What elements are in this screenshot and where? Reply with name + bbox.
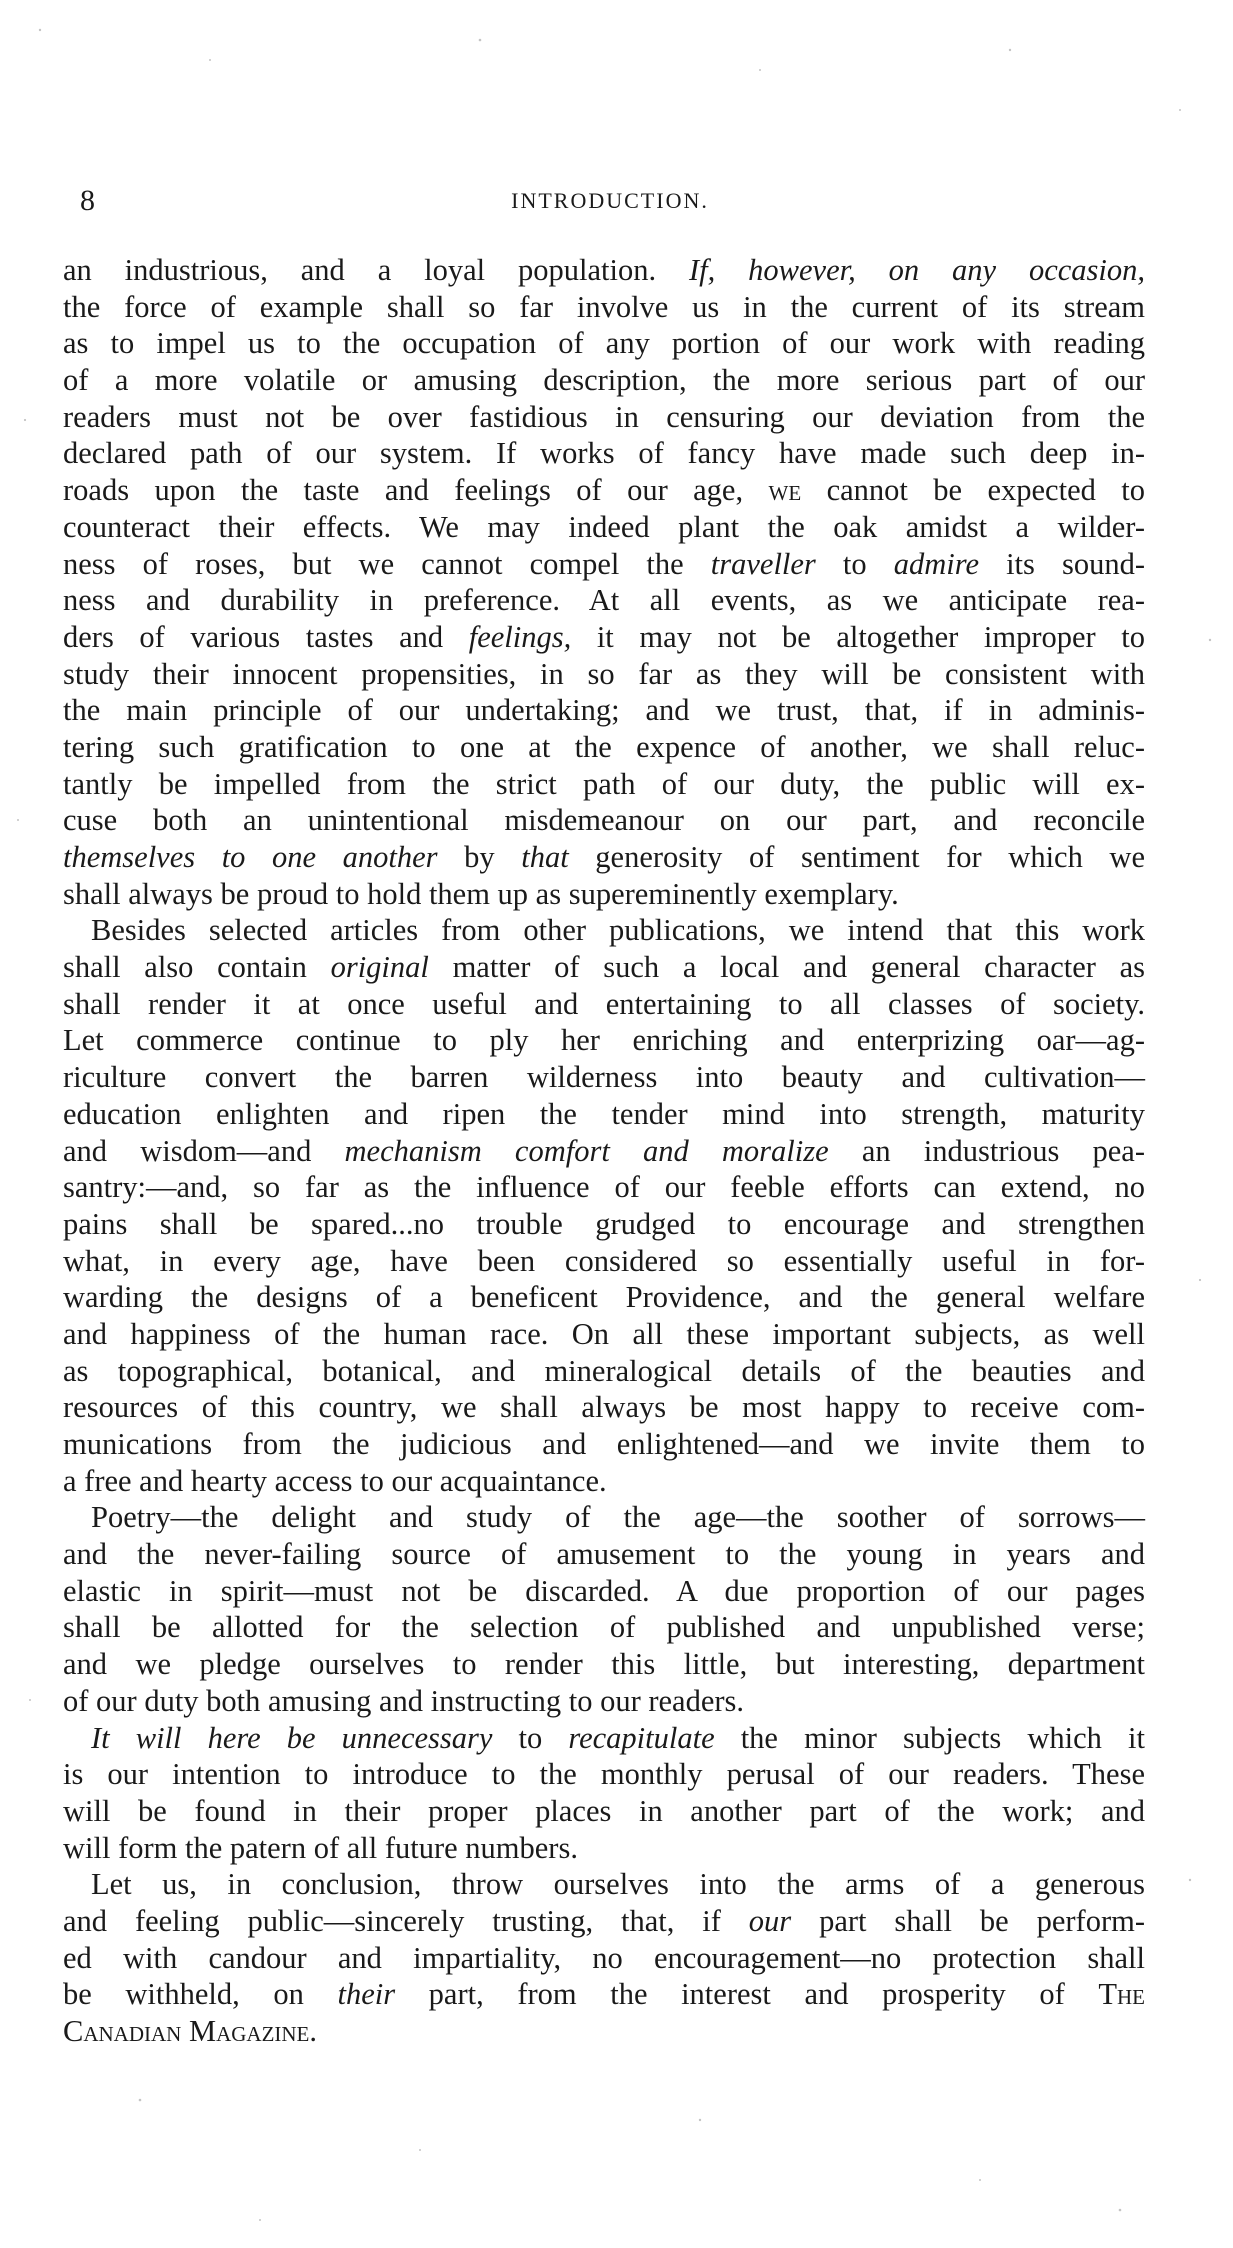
text-run: is our intention to introduce to the monthly perusal of our readers. These — [63, 1757, 1145, 1792]
text-line — [63, 1169, 1145, 1206]
text-run: its sound- — [978, 546, 1145, 581]
text-run: resources of this country, we shall always be most happy to receive com- — [63, 1390, 1145, 1425]
text-run: generosity of sentiment for which we — [568, 840, 1145, 874]
text-run: ders of various tastes and — [63, 619, 469, 654]
text-run: elastic in spirit—must not be discarded. A due proportion of our pages — [63, 1573, 1145, 1608]
italic-text: that — [521, 840, 569, 874]
italic-text: traveller — [710, 546, 816, 581]
text-line — [63, 1903, 1145, 1940]
text-run: of our duty both amusing and instructing to our readers. — [63, 1683, 745, 1718]
text-run: ness of roses, but we cannot compel the — [63, 546, 711, 581]
italic-text: feelings, — [468, 619, 572, 654]
text-line — [63, 472, 1145, 509]
text-line — [63, 876, 1145, 913]
text-line — [63, 1022, 1145, 1059]
text-run: pains shall be spared...no trouble grudged to encourage and strengthen — [63, 1206, 1145, 1241]
text-run: munications from the judicious and enlightened—and we invite them to — [63, 1427, 1145, 1461]
text-line — [63, 1426, 1145, 1463]
text-line — [63, 1573, 1145, 1610]
text-run: ness and durability in preference. At all events, as we anticipate rea- — [63, 583, 1145, 618]
text-run: will form the patern of all future numbers. — [63, 1830, 578, 1865]
text-line — [63, 582, 1145, 619]
text-run: part, from the interest and prosperity of — [395, 1977, 1099, 2012]
text-line — [63, 289, 1145, 326]
page-number: 8 — [80, 184, 95, 217]
text-run: the force of example shall so far involve us in the current of its stream — [63, 289, 1145, 324]
text-line — [63, 619, 1145, 656]
text-run: roads upon the taste and feelings of our age, — [63, 473, 769, 508]
text-line — [63, 949, 1145, 986]
text-line — [63, 1499, 1145, 1536]
text-run: of a more volatile or amusing description, the more serious part of our — [63, 363, 1145, 398]
text-run: and the never-failing source of amusement to the young in years and — [63, 1537, 1145, 1572]
text-line — [63, 986, 1145, 1023]
text-line — [63, 839, 1145, 876]
italic-text: mechanism comfort and moralize — [344, 1133, 829, 1168]
italic-text: admire — [893, 546, 979, 581]
italic-text: It will here be unnecessary — [91, 1720, 493, 1755]
text-run: the minor subjects which it — [714, 1720, 1145, 1755]
text-run: matter of such a local and general character as — [428, 950, 1145, 985]
text-run: an industrious, and a loyal population. — [63, 253, 690, 287]
italic-text: our — [748, 1903, 792, 1938]
text-run: warding the designs of a beneficent Providence, and the general welfare — [63, 1280, 1145, 1315]
text-run: Besides selected articles from other publications, we intend that this work — [91, 913, 1145, 948]
text-line — [63, 1536, 1145, 1573]
running-head — [70, 184, 1150, 224]
text-run: Let us, in conclusion, throw ourselves into the arms of a generous — [91, 1867, 1145, 1902]
text-run: counteract their effects. We may indeed plant the oak amidst a wilder- — [63, 509, 1145, 544]
text-line — [63, 1389, 1145, 1426]
text-line — [63, 766, 1145, 803]
text-line — [63, 1243, 1145, 1280]
text-line — [63, 435, 1145, 472]
text-line — [63, 1353, 1145, 1390]
text-run: an industrious pea- — [828, 1133, 1145, 1168]
text-line — [63, 692, 1145, 729]
smallcaps-text: The — [1098, 1977, 1145, 2012]
text-line — [63, 1866, 1145, 1903]
smallcaps-text: Canadian Magazine. — [63, 2014, 318, 2048]
text-run: santry:—and, so far as the influence of our feeble efforts can extend, no — [63, 1170, 1145, 1205]
text-run: to — [492, 1720, 569, 1755]
text-line — [63, 912, 1145, 949]
text-line — [63, 1463, 1145, 1500]
text-run: cuse both an unintentional misdemeanour on our part, and reconcile — [63, 803, 1145, 838]
text-run: cannot be expected to — [801, 473, 1145, 508]
text-run: shall always be proud to hold them up as supereminently exemplary. — [63, 876, 899, 911]
text-run: tering such gratification to one at the expence of another, we shall reluc- — [63, 729, 1145, 764]
text-run: Let commerce continue to ply her enriching and enterprizing oar—ag- — [63, 1023, 1145, 1058]
text-line — [63, 2013, 1145, 2050]
smallcaps-text: we — [768, 473, 802, 508]
text-run: and wisdom—and — [63, 1133, 345, 1168]
text-line — [63, 1096, 1145, 1133]
text-run: tantly be impelled from the strict path of our duty, the public will ex- — [63, 766, 1145, 801]
text-run: education enlighten and ripen the tender mind into strength, maturity — [63, 1096, 1145, 1131]
text-run: be withheld, on — [63, 1977, 338, 2012]
text-run: the main principle of our undertaking; and we trust, that, if in adminis- — [63, 693, 1145, 728]
text-run: part shall be perform- — [791, 1903, 1145, 1938]
text-run: shall render it at once useful and entertaining to all classes of society. — [63, 986, 1145, 1021]
text-run: will be found in their proper places in another part of the work; and — [63, 1793, 1145, 1828]
text-line — [63, 509, 1145, 546]
running-title: INTRODUCTION. — [511, 188, 709, 213]
text-run: readers must not be over fastidious in censuring our deviation from the — [63, 399, 1145, 434]
text-run: and happiness of the human race. On all these important subjects, as well — [63, 1316, 1145, 1351]
text-run: as to impel us to the occupation of any portion of our work with reading — [63, 326, 1145, 361]
text-line — [63, 1133, 1145, 1170]
text-line — [63, 1976, 1145, 2013]
text-line — [63, 362, 1145, 399]
text-run: riculture convert the barren wilderness into beauty and cultivation— — [63, 1060, 1145, 1095]
text-line — [63, 1830, 1145, 1867]
text-line — [63, 1206, 1145, 1243]
text-line — [63, 656, 1145, 693]
text-line — [63, 325, 1145, 362]
text-run: as topographical, botanical, and mineralogical details of the beauties and — [63, 1353, 1145, 1388]
text-line — [63, 399, 1145, 436]
text-line — [63, 1279, 1145, 1316]
text-run: and we pledge ourselves to render this little, but interesting, department — [63, 1647, 1145, 1682]
text-run: by — [437, 840, 522, 874]
italic-text: original — [330, 950, 429, 985]
text-line — [63, 729, 1145, 766]
text-run: a free and hearty access to our acquaintance. — [63, 1463, 607, 1498]
text-line — [63, 1756, 1145, 1793]
text-run: and feeling public—sincerely trusting, that, if — [63, 1903, 749, 1938]
text-run: Poetry—the delight and study of the age—the soother of sorrows— — [91, 1500, 1145, 1535]
text-line — [63, 1646, 1145, 1683]
text-run: it may not be altogether improper to — [571, 619, 1146, 654]
italic-text: If, however, on any occasion, — [689, 253, 1146, 287]
text-line — [63, 802, 1145, 839]
text-run: to — [815, 546, 894, 581]
text-run: what, in every age, have been considered so essentially useful in for- — [63, 1243, 1145, 1278]
text-line — [63, 252, 1145, 289]
text-run: shall be allotted for the selection of published and unpublished verse; — [63, 1610, 1145, 1645]
text-line — [63, 1940, 1145, 1977]
body-text — [63, 252, 1145, 2050]
text-line — [63, 1316, 1145, 1353]
text-line — [63, 1720, 1145, 1757]
text-line — [63, 1609, 1145, 1646]
text-run: study their innocent propensities, in so far as they will be consistent with — [63, 656, 1145, 691]
text-line — [63, 1793, 1145, 1830]
text-line — [63, 1683, 1145, 1720]
italic-text: their — [337, 1977, 396, 2012]
italic-text: themselves to one another — [63, 840, 438, 874]
text-line — [63, 546, 1145, 583]
text-run: shall also contain — [63, 950, 331, 985]
text-run: ed with candour and impartiality, no encouragement—no protection shall — [63, 1940, 1145, 1975]
italic-text: recapitulate — [568, 1720, 715, 1755]
text-run: declared path of our system. If works of fancy have made such deep in- — [63, 436, 1145, 471]
text-line — [63, 1059, 1145, 1096]
